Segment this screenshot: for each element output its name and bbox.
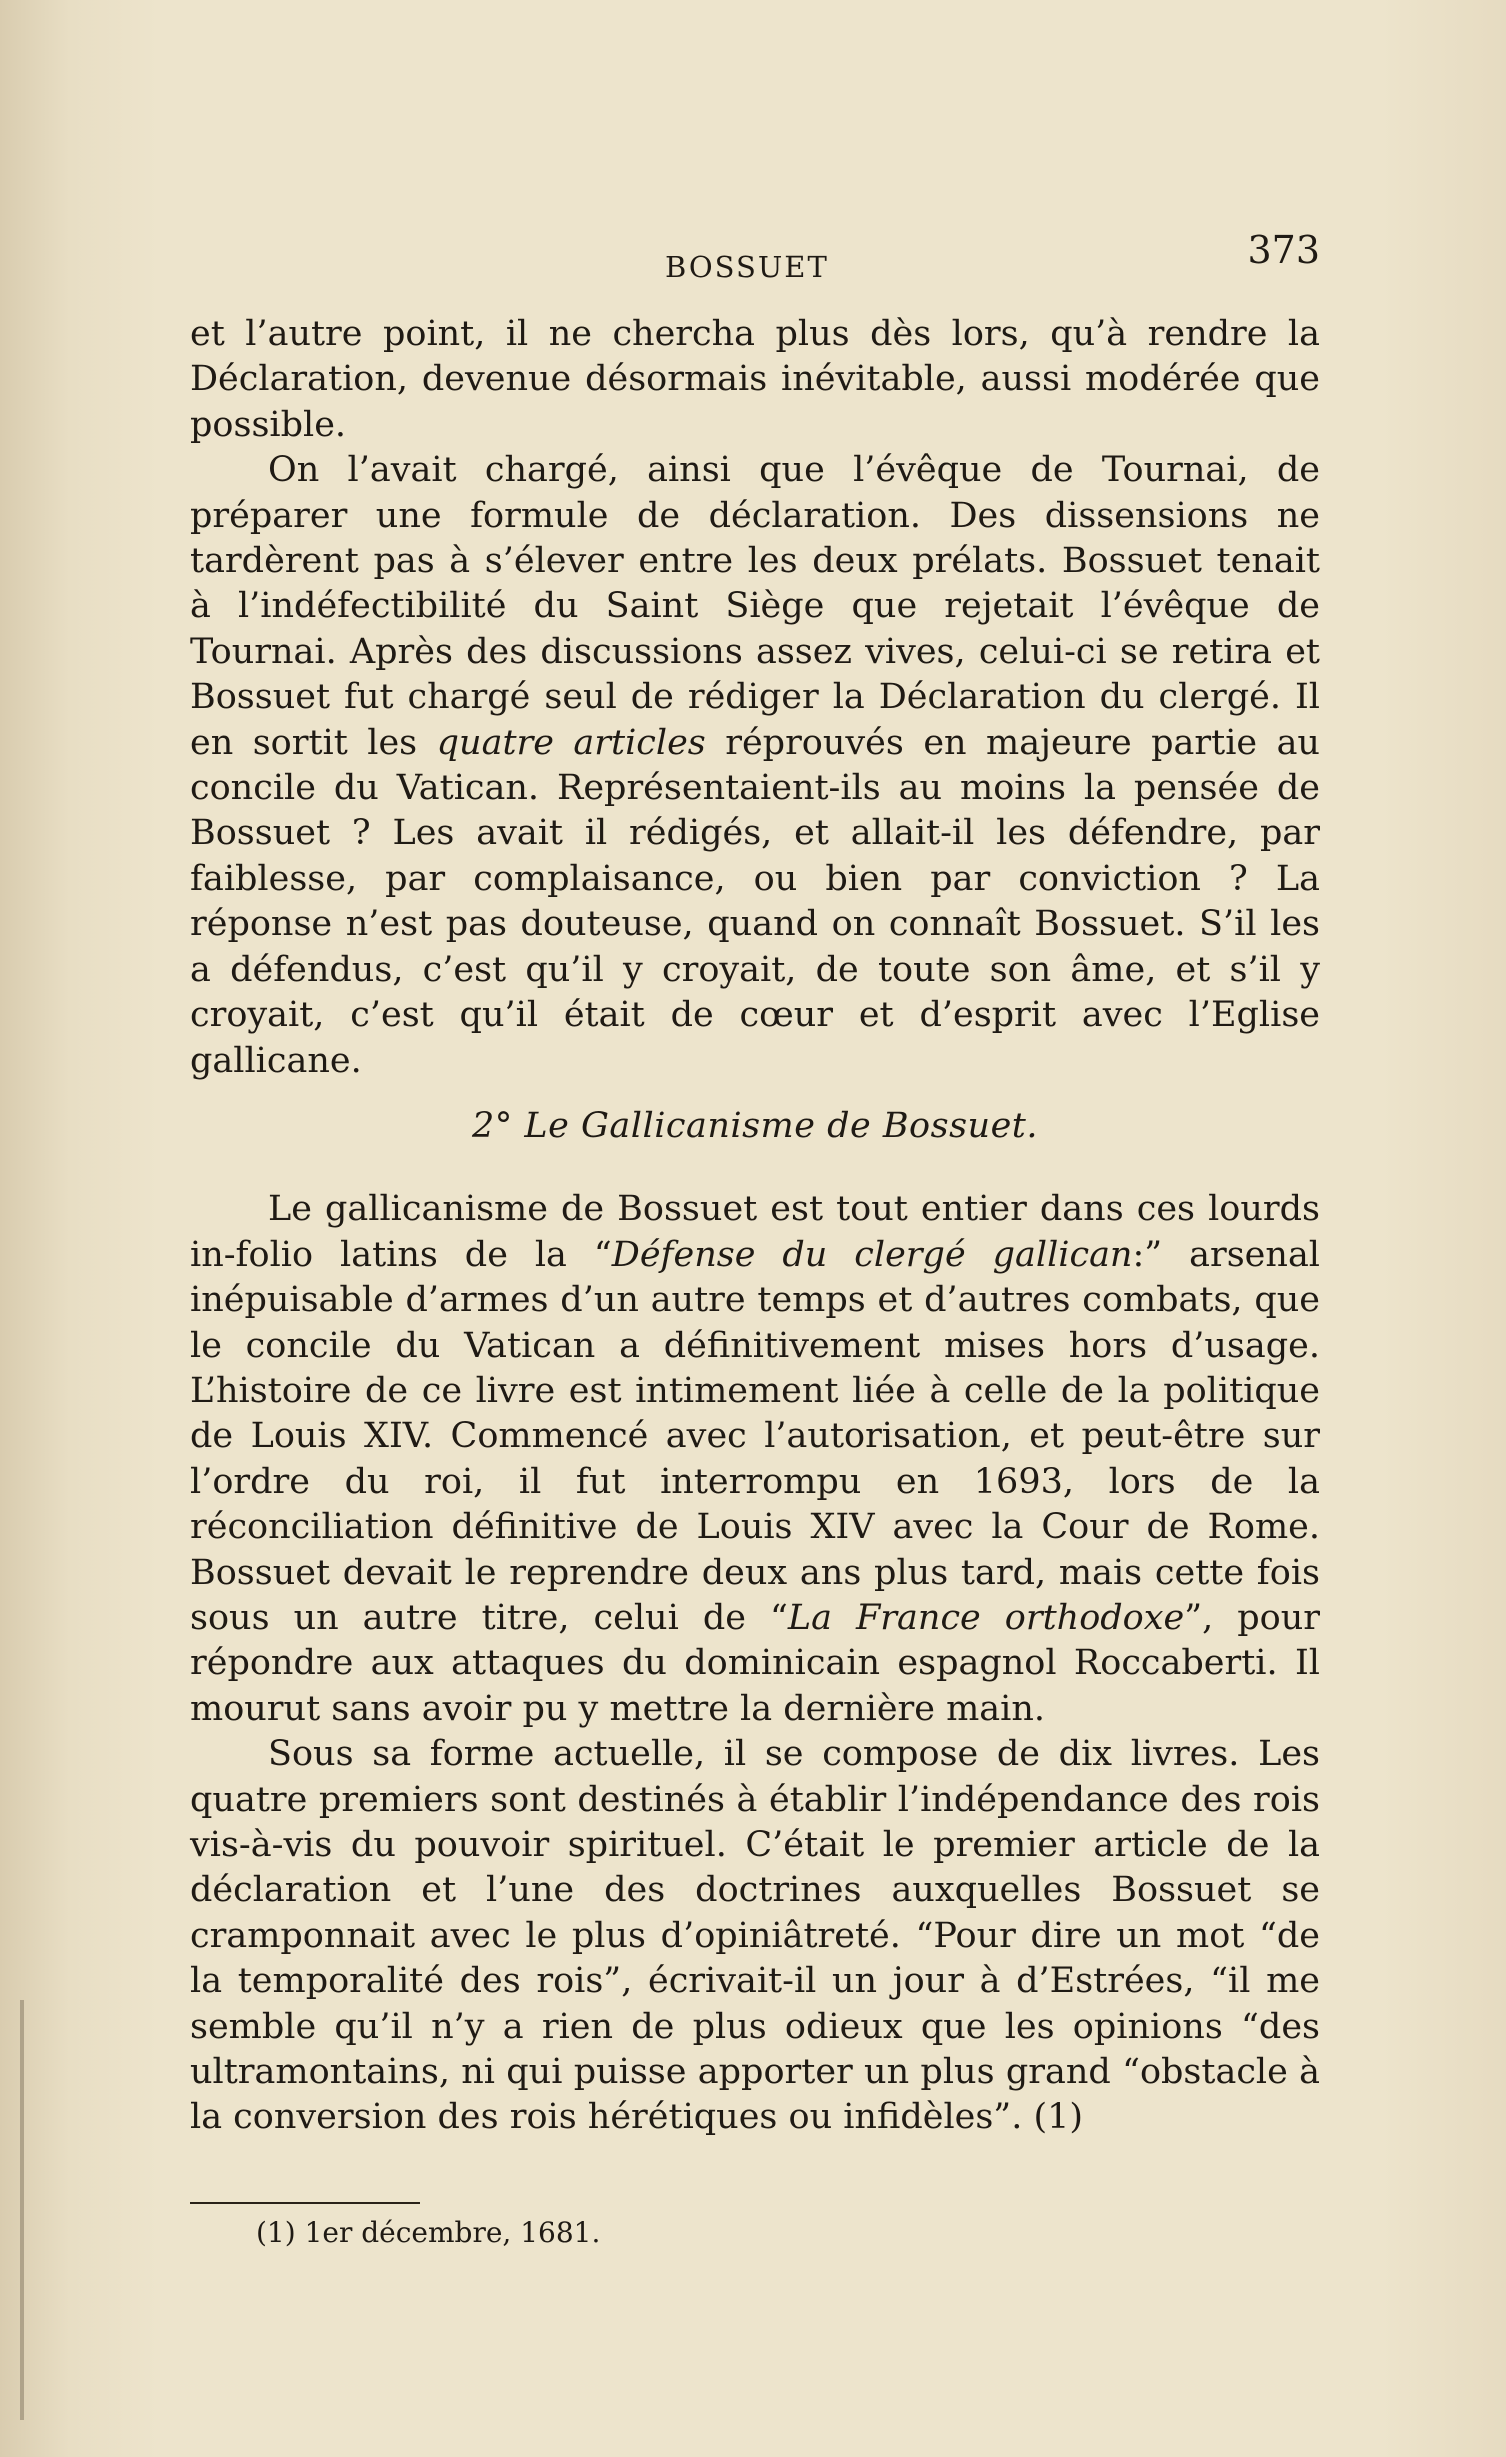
paragraph-4: Sous sa forme actuelle, il se compose de dix livres. Les quatre premiers sont destinés à établir l’indépendance des rois vis-à-vis du pouvoir spirituel. C’était le premier article de la déclaration et l’une des doctrines auxquelles Bossuet se cramponnait avec le plus d’opiniâtreté. “Pour dire un mot “de la temporalité des rois”, écrivait-il un jour à d’Estrées, “il me semble qu’il n’y a rien de plus odieux que les opinions “des ultramontains, ni qui puisse apporter un plus grand “obstacle à la conversion des rois hérétiques ou infidèles”. (1): [190, 1734, 1320, 2138]
footnote: (1) 1er décembre, 1681.: [256, 2216, 601, 2249]
paragraph-3: [190, 1187, 1320, 1732]
page-header: [190, 228, 1320, 288]
paragraph-3-part-c: ”, pour répondre aux attaques du dominicain espagnol Roccaberti. Il mourut sans avoir pu y mettre la dernière main.: [190, 1597, 1321, 1729]
paragraph-2-text: On l’avait chargé, ainsi que l’évêque de Tournai, de préparer une formule de déclaration. Des dissensions ne tardèrent pas à s’élever entre les deux prélats. Bossuet tenait à l’indéfectibilité du Saint Siège que rejetait l’évêque de Tournai. Après des discussions assez vives, celui-ci se retira et Bossuet fut chargé seul de rédiger la Déclaration du clergé. Il en sortit les: [190, 450, 1320, 763]
emphasis-quatre-articles: quatre articles: [436, 722, 706, 763]
footnote-divider: [190, 2202, 420, 2204]
paragraph-2: [190, 448, 1320, 1084]
page-gutter-shadow: [20, 2000, 24, 2420]
paragraph-3-part-a: Le gallicanisme de Bossuet est tout entier dans ces lourds in-folio latins de la “: [190, 1189, 1320, 1275]
paragraph-3-part-b: :” arsenal inépuisable d’armes d’un autre temps et d’autres combats, que le concile du Vatican a définitivement mises hors d’usage. L’histoire de ce livre est intimement liée à celle de la politique de Louis XIV. Commencé avec l’autorisation, et peut-être sur l’ordre du roi, il fut interrompu en 1693, lors de la réconciliation définitive de Louis XIV avec la Cour de Rome. Bossuet devait le reprendre deux ans plus tard, mais cette fois sous un autre titre, celui de “: [190, 1234, 1321, 1638]
section-title: 2° Le Gallicanisme de Bossuet.: [472, 1105, 1038, 1146]
paragraph-2-rest: réprouvés en majeure partie au concile du Vatican. Représentaient-ils au moins la pensée de Bossuet ? Les avait il rédigés, et allait-il les défendre, par faiblesse, par complaisance, ou bien par conviction ? La réponse n’est pas douteuse, quand on connaît Bossuet. S’il les a défendus, c’est qu’il y croyait, de toute son âme, et s’il y croyait, c’est qu’il était de cœur et d’esprit avec l’Eglise gallicane.: [190, 722, 1320, 1081]
emphasis-defense-clerge: Défense du clergé gallican: [611, 1234, 1133, 1275]
body-text: [190, 312, 1320, 2141]
running-head: BOSSUET: [665, 250, 829, 284]
emphasis-france-orthodoxe: La France orthodoxe: [787, 1597, 1185, 1638]
page-number: 373: [1247, 228, 1320, 272]
paragraph-1: et l’autre point, il ne chercha plus dès lors, qu’à rendre la Déclaration, devenue désormais inévitable, aussi modérée que possible.: [190, 314, 1320, 445]
